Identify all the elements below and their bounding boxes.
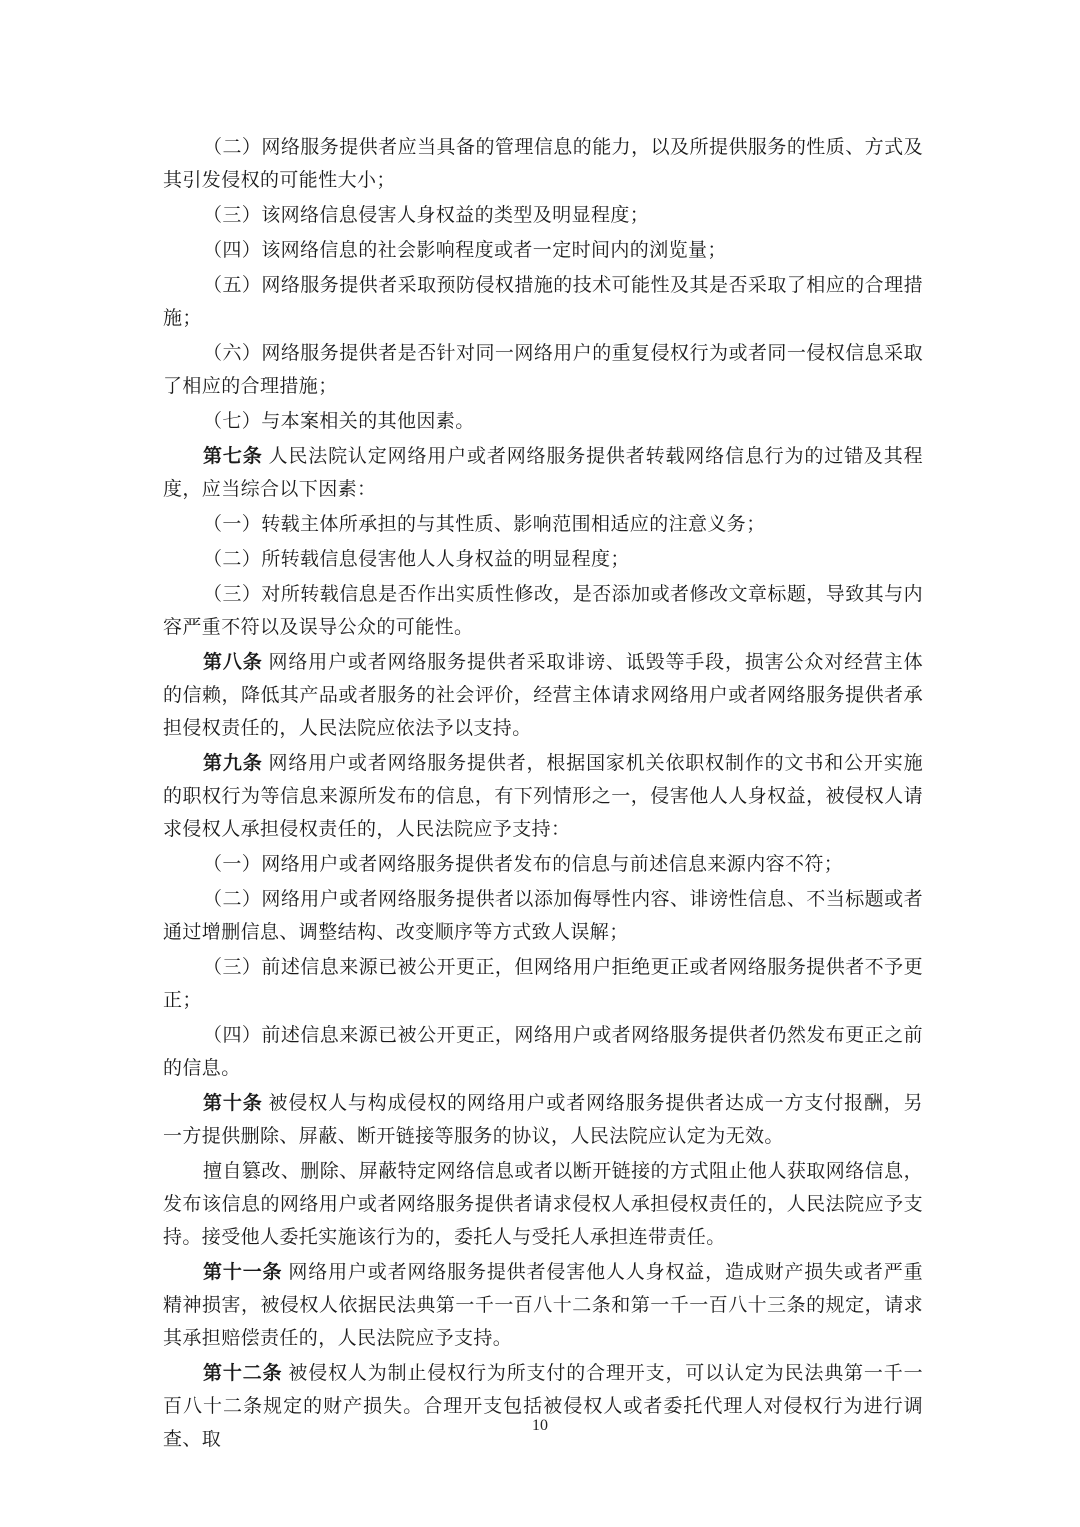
paragraph-text: （六）网络服务提供者是否针对同一网络用户的重复侵权行为或者同一侵权信息采取了相应的合理措施； [163, 342, 923, 397]
article-paragraph [163, 1087, 923, 1153]
article-paragraph [163, 1357, 923, 1456]
paragraph-text: （二）网络服务提供者应当具备的管理信息的能力，以及所提供服务的性质、方式及其引发侵权的可能性大小； [163, 136, 923, 191]
clause-paragraph [163, 131, 923, 197]
clause-paragraph [163, 337, 923, 403]
paragraph-text: （三）对所转载信息是否作出实质性修改，是否添加或者修改文章标题，导致其与内容严重不符以及误导公众的可能性。 [163, 583, 923, 638]
clause-paragraph [163, 1019, 923, 1085]
article-paragraph [163, 1256, 923, 1355]
paragraph-text: （一）转载主体所承担的与其性质、影响范围相适应的注意义务； [203, 513, 766, 535]
article-number: 第九条 [203, 752, 263, 774]
clause-paragraph [163, 543, 923, 576]
clause-paragraph [163, 508, 923, 541]
page-number: 10 [532, 1417, 548, 1434]
clause-paragraph [163, 269, 923, 335]
paragraph-text: （四）该网络信息的社会影响程度或者一定时间内的浏览量； [203, 239, 727, 261]
clause-paragraph [163, 405, 923, 438]
paragraph-text: 被侵权人与构成侵权的网络用户或者网络服务提供者达成一方支付报酬，另一方提供删除、屏蔽、断开链接等服务的协议，人民法院应认定为无效。 [163, 1092, 924, 1147]
paragraph-text: （五）网络服务提供者采取预防侵权措施的技术可能性及其是否采取了相应的合理措施； [163, 274, 923, 329]
clause-paragraph [163, 883, 923, 949]
document-page [163, 131, 923, 1458]
clause-paragraph [163, 578, 923, 644]
paragraph-text: 被侵权人为制止侵权行为所支付的合理开支，可以认定为民法典第一千一百八十二条规定的财产损失。合理开支包括被侵权人或者委托代理人对侵权行为进行调查、取 [163, 1362, 923, 1450]
paragraph-text: 网络用户或者网络服务提供者采取诽谤、诋毁等手段，损害公众对经营主体的信赖，降低其产品或者服务的社会评价，经营主体请求网络用户或者网络服务提供者承担侵权责任的，人民法院应依法予以支持。 [163, 651, 924, 739]
article-paragraph [163, 646, 923, 745]
document-body [163, 131, 923, 1456]
article-paragraph [163, 440, 923, 506]
paragraph-text: （一）网络用户或者网络服务提供者发布的信息与前述信息来源内容不符； [203, 853, 844, 875]
clause-paragraph [163, 951, 923, 1017]
article-number: 第十条 [203, 1092, 263, 1114]
article-number: 第十一条 [203, 1261, 283, 1283]
article-number: 第七条 [203, 445, 263, 467]
paragraph-text: （三）前述信息来源已被公开更正，但网络用户拒绝更正或者网络服务提供者不予更正； [163, 956, 923, 1011]
paragraph-text: 网络用户或者网络服务提供者，根据国家机关依职权制作的文书和公开实施的职权行为等信息来源所发布的信息，有下列情形之一，侵害他人人身权益，被侵权人请求侵权人承担侵权责任的，人民法院应予支持： [163, 752, 924, 840]
clause-paragraph [163, 1155, 923, 1254]
paragraph-text: （四）前述信息来源已被公开更正，网络用户或者网络服务提供者仍然发布更正之前的信息。 [163, 1024, 923, 1079]
paragraph-text: 网络用户或者网络服务提供者侵害他人人身权益，造成财产损失或者严重精神损害，被侵权人依据民法典第一千一百八十二条和第一千一百八十三条的规定，请求其承担赔偿责任的，人民法院应予支持。 [163, 1261, 923, 1349]
clause-paragraph [163, 848, 923, 881]
article-number: 第八条 [203, 651, 263, 673]
paragraph-text: （七）与本案相关的其他因素。 [203, 410, 475, 432]
clause-paragraph [163, 199, 923, 232]
article-paragraph [163, 747, 923, 846]
paragraph-text: 擅自篡改、删除、屏蔽特定网络信息或者以断开链接的方式阻止他人获取网络信息，发布该信息的网络用户或者网络服务提供者请求侵权人承担侵权责任的，人民法院应予支持。接受他人委托实施该行为的，委托人与受托人承担连带责任。 [163, 1160, 923, 1248]
clause-paragraph [163, 234, 923, 267]
paragraph-text: （三）该网络信息侵害人身权益的类型及明显程度； [203, 204, 650, 226]
article-number: 第十二条 [203, 1362, 283, 1384]
paragraph-text: （二）网络用户或者网络服务提供者以添加侮辱性内容、诽谤性信息、不当标题或者通过增删信息、调整结构、改变顺序等方式致人误解； [163, 888, 923, 943]
paragraph-text: （二）所转载信息侵害他人人身权益的明显程度； [203, 548, 630, 570]
paragraph-text: 人民法院认定网络用户或者网络服务提供者转载网络信息行为的过错及其程度，应当综合以下因素： [163, 445, 924, 500]
